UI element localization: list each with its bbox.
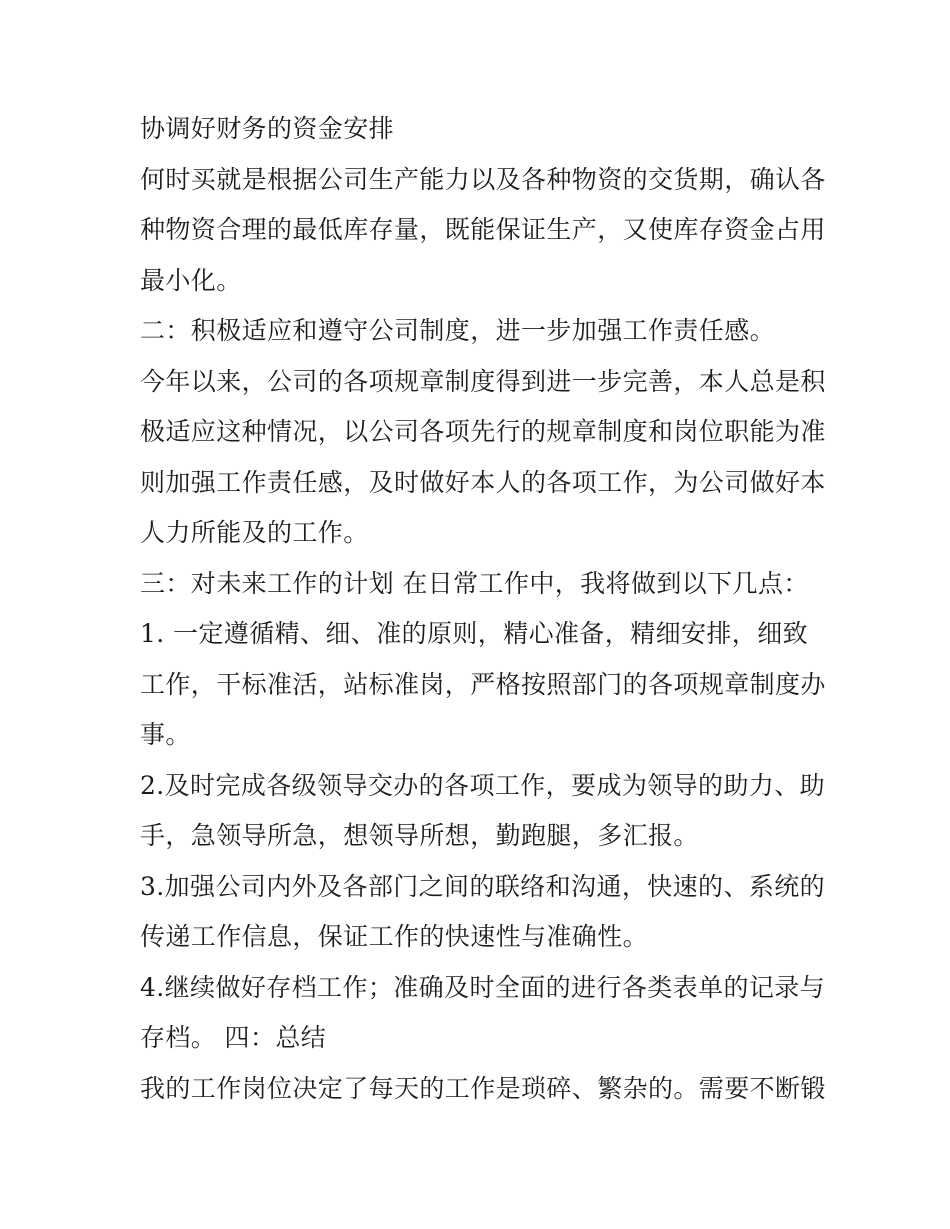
paragraph-line: 人力所能及的工作。 bbox=[140, 518, 369, 547]
paragraph-line: 极适应这种情况，以公司各项先行的规章制度和岗位职能为准 bbox=[140, 417, 826, 446]
list-item-line: 传递工作信息，保证工作的快速性与准确性。 bbox=[140, 922, 649, 951]
list-item-line: 存档。 四：总结 bbox=[140, 1023, 327, 1052]
paragraph-line: 种物资合理的最低库存量，既能保证生产，又使库存资金占用 bbox=[140, 215, 826, 244]
list-item-line: 2.及时完成各级领导交办的各项工作，要成为领导的助力、助 bbox=[140, 771, 826, 800]
paragraph-line: 我的工作岗位决定了每天的工作是琐碎、繁杂的。需要不断锻 bbox=[140, 1074, 826, 1103]
list-item-line: 1. 一定遵循精、细、准的原则，精心准备，精细安排，细致 bbox=[140, 619, 809, 648]
paragraph-line: 何时买就是根据公司生产能力以及各种物资的交货期，确认各 bbox=[140, 165, 826, 194]
list-item-line: 3.加强公司内外及各部门之间的联络和沟通，快速的、系统的 bbox=[140, 872, 826, 901]
paragraph-line: 则加强工作责任感，及时做好本人的各项工作，为公司做好本 bbox=[140, 468, 826, 497]
paragraph-line: 今年以来，公司的各项规章制度得到进一步完善，本人总是积 bbox=[140, 367, 826, 396]
list-item-line: 事。 bbox=[140, 720, 191, 749]
paragraph-line: 最小化。 bbox=[140, 266, 242, 295]
list-item-line: 4.继续做好存档工作；准确及时全面的进行各类表单的记录与 bbox=[140, 973, 826, 1002]
section-heading-line: 三：对未来工作的计划 在日常工作中，我将做到以下几点： bbox=[140, 569, 809, 598]
heading-line: 协调好财务的资金安排 bbox=[140, 114, 395, 143]
list-item-line: 手，急领导所急，想领导所想，勤跑腿，多汇报。 bbox=[140, 821, 699, 850]
section-heading-line: 二：积极适应和遵守公司制度，进一步加强工作责任感。 bbox=[140, 316, 776, 345]
list-item-line: 工作，干标准活，站标准岗，严格按照部门的各项规章制度办 bbox=[140, 670, 826, 699]
